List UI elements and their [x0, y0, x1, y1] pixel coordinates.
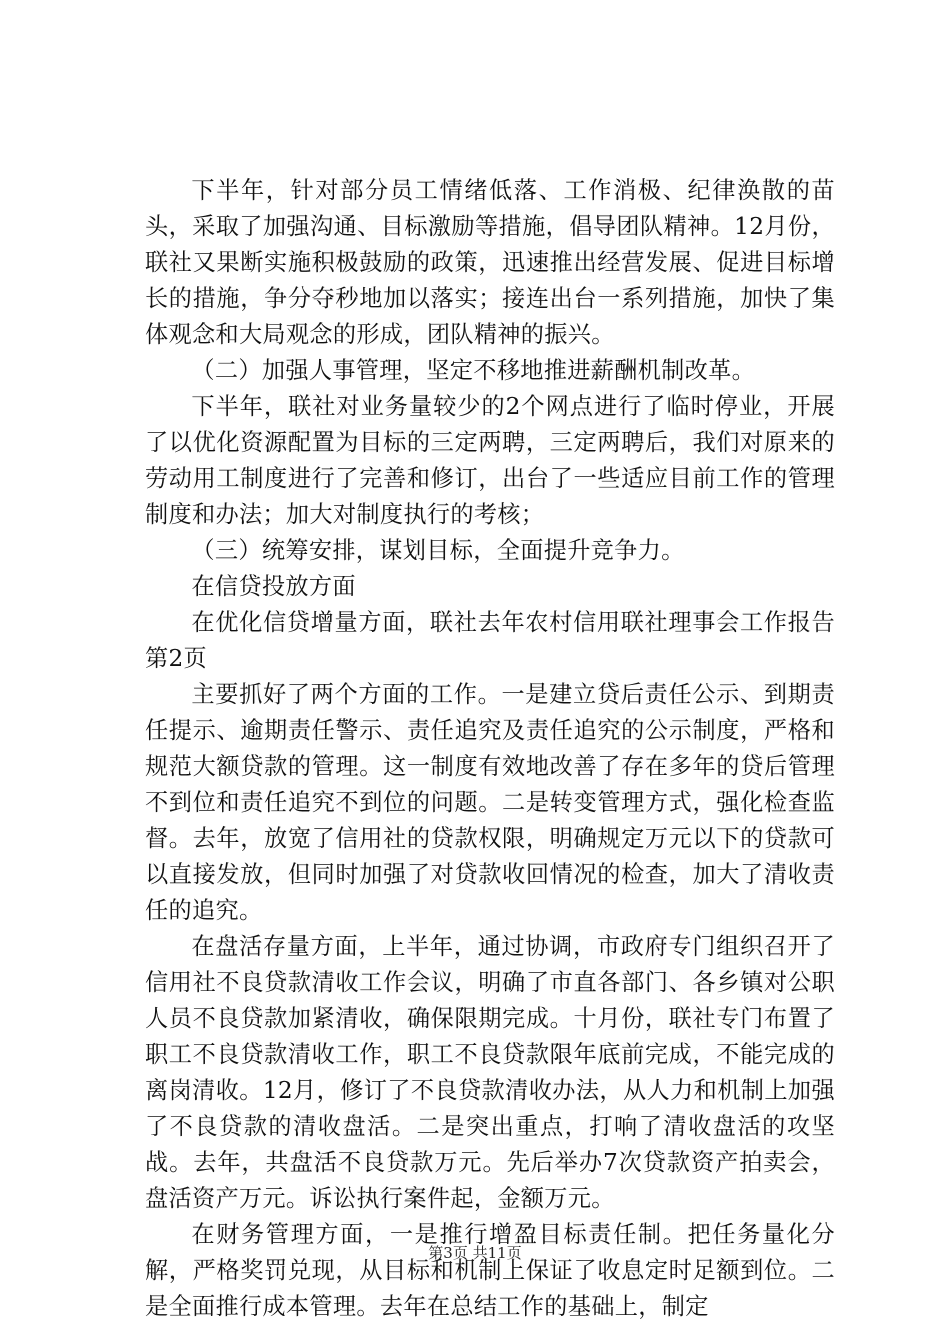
- paragraph-credit-increment: 在优化信贷增量方面，联社去年农村信用联社理事会工作报告第2页: [145, 609, 835, 672]
- paragraph-team-spirit: 下半年，针对部分员工情绪低落、工作消极、纪律涣散的苗头，采取了加强沟通、目标激励等措施，倡导团队精神。12月份，联社又果断实施积极鼓励的政策，迅速推出经营发展、促进目标增长的措施，争分夺秒地加以落实；接连出台一系列措施，加快了集体观念和大局观念的形成，团队精神的振兴。: [145, 177, 835, 348]
- document-body: [145, 173, 835, 1325]
- heading-credit-issuance: 在信贷投放方面: [191, 573, 356, 600]
- paragraph-outlet-suspension: 下半年，联社对业务量较少的2个网点进行了临时停业，开展了以优化资源配置为目标的三定两聘，三定两聘后，我们对原来的劳动用工制度进行了完善和修订，出台了一些适应目前工作的管理制度和办法；加大对制度执行的考核；: [145, 393, 835, 528]
- paragraph-stock-revitalization: 在盘活存量方面，上半年，通过协调，市政府专门组织召开了信用社不良贷款清收工作会议，明确了市直各部门、各乡镇对公职人员不良贷款加紧清收，确保限期完成。十月份，联社专门布置了职工不良贷款清收工作，职工不良贷款限年底前完成，不能完成的离岗清收。12月，修订了不良贷款清收办法，从人力和机制上加强了不良贷款的清收盘活。二是突出重点，打响了清收盘活的攻坚战。去年，共盘活不良贷款万元。先后举办7次贷款资产拍卖会，盘活资产万元。诉讼执行案件起，金额万元。: [145, 933, 835, 1212]
- heading-competitiveness: （三）统筹安排，谋划目标，全面提升竞争力。: [191, 537, 685, 564]
- heading-personnel-management: （二）加强人事管理，坚定不移地推进薪酬机制改革。: [191, 357, 756, 384]
- page-footer: 第3页 共11页: [428, 1244, 522, 1262]
- paragraph-post-loan-responsibility: 主要抓好了两个方面的工作。一是建立贷后责任公示、到期责任提示、逾期责任警示、责任追究及责任追究的公示制度，严格和规范大额贷款的管理。这一制度有效地改善了存在多年的贷后管理不到位和责任追究不到位的问题。二是转变管理方式，强化检查监督。去年，放宽了信用社的贷款权限，明确规定万元以下的贷款可以直接发放，但同时加强了对贷款收回情况的检查，加大了清收责任的追究。: [145, 681, 835, 924]
- paragraph-financial-management: 在财务管理方面，一是推行增盈目标责任制。把任务量化分解，严格奖罚兑现，从目标和机制上保证了收息定时足额到位。二是全面推行成本管理。去年在总结工作的基础上，制定: [145, 1221, 835, 1320]
